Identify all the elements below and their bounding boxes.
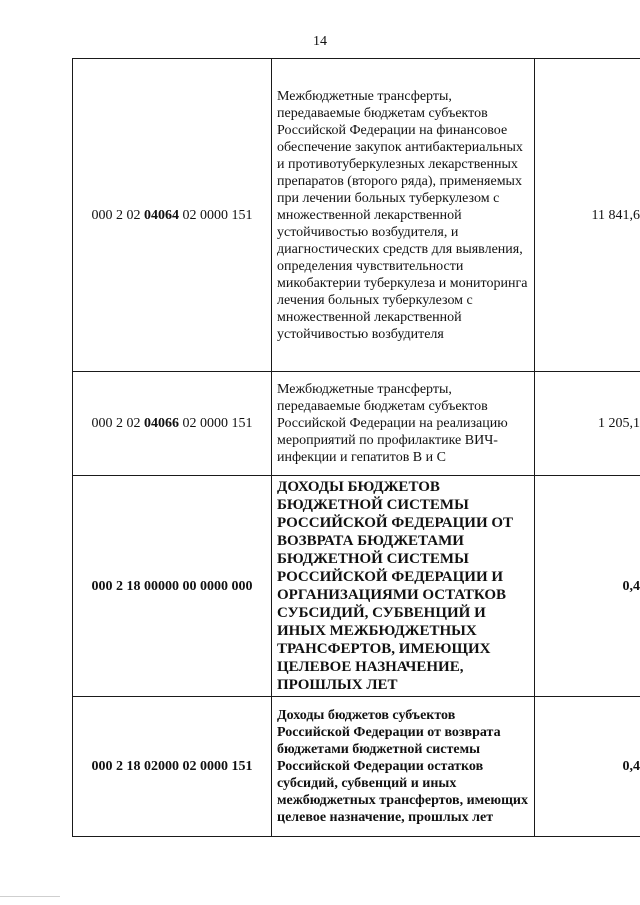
- table-row: [73, 476, 640, 697]
- description-cell: Доходы бюджетов субъектов Российской Федерации от возврата бюджетами бюджетной системы Российской Федерации остатков субсидий, субвенций и иных межбюджетных трансфертов, имеющих целевое назначение, прошлых лет: [272, 697, 535, 837]
- table-row: [73, 372, 640, 476]
- page-number: 14: [313, 34, 327, 49]
- budget-code-cell: 000 2 18 00000 00 0000 000: [73, 476, 272, 697]
- description-cell: Межбюджетные трансферты, передаваемые бюджетам субъектов Российской Федерации на финансовое обеспечение закупок антибактериальных и противотуберкулезных лекарственных препаратов (второго ряда), применяемых при лечении больных туберкулезом с множественной лекарственной устойчивостью возбудителя, и диагностических средств для выявления, определения чувствительности микобактерии туберкулеза и мониторинга лечения больных туберкулезом с множественной лекарственной устойчивостью возбудителя: [272, 59, 535, 372]
- description-cell: Межбюджетные трансферты, передаваемые бюджетам субъектов Российской Федерации на реализацию мероприятий по профилактике ВИЧ-инфекции и гепатитов В и С: [272, 372, 535, 476]
- budget-code-cell: [73, 372, 272, 476]
- code-prefix: 000 2 02: [91, 416, 144, 431]
- amount-cell: 0,4: [535, 476, 640, 697]
- code-suffix: 02 0000 151: [179, 207, 253, 223]
- budget-code-cell: [73, 59, 272, 372]
- code-highlight: 04066: [144, 416, 179, 431]
- table-row: [73, 59, 640, 372]
- code-suffix: 02 0000 151: [179, 416, 253, 431]
- code-prefix: 000 2 02: [91, 207, 144, 223]
- amount-cell: 11 841,6: [535, 59, 640, 372]
- budget-code-cell: 000 2 18 02000 02 0000 151: [73, 697, 272, 837]
- amount-cell: 0,4: [535, 697, 640, 837]
- code-highlight: 04064: [144, 207, 179, 223]
- amount-cell: 1 205,1: [535, 372, 640, 476]
- table-row: [73, 697, 640, 837]
- description-cell: ДОХОДЫ БЮДЖЕТОВ БЮДЖЕТНОЙ СИСТЕМЫ РОССИЙСКОЙ ФЕДЕРАЦИИ ОТ ВОЗВРАТА БЮДЖЕТАМИ БЮДЖЕТНОЙ СИСТЕМЫ РОССИЙСКОЙ ФЕДЕРАЦИИ И ОРГАНИЗАЦИЯМИ ОСТАТКОВ СУБСИДИЙ, СУБВЕНЦИЙ И ИНЫХ МЕЖБЮДЖЕТНЫХ ТРАНСФЕРТОВ, ИМЕЮЩИХ ЦЕЛЕВОЕ НАЗНАЧЕНИЕ, ПРОШЛЫХ ЛЕТ: [272, 476, 535, 697]
- scan-margin-mark: [0, 896, 60, 897]
- budget-revenue-table: [72, 58, 640, 837]
